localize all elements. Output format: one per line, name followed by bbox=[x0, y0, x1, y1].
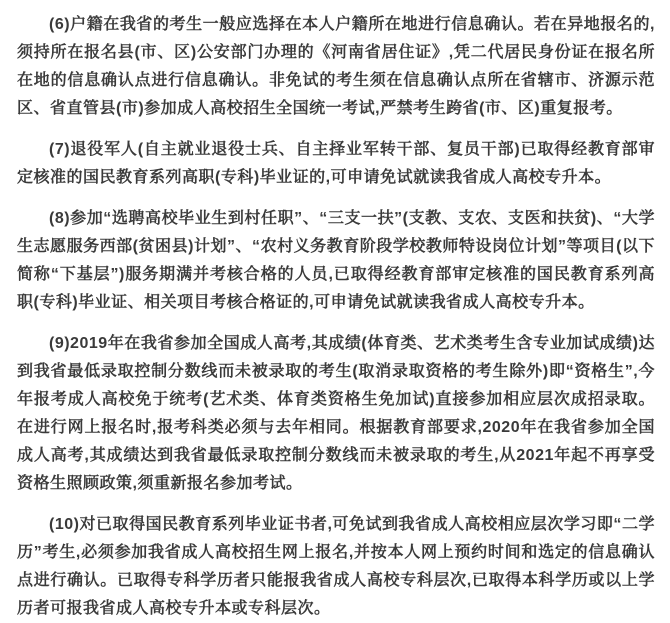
paragraph-item-9: (9)2019年在我省参加全国成人高考,其成绩(体育类、艺术类考生含专业加试成绩)达到我省最低录取控制分数线而未被录取的考生(取消录取资格的考生除外)即“资格生”,今年报考成人高校免于统考(艺术类、体育类资格生免加试)直接参加相应层次成招录取。在进行网上报名时,报考科类必须与去年相同。根据教育部要求,2020年在我省参加全国成人高考,其成绩达到我省最低录取控制分数线而未被录取的考生,从2021年起不再享受资格生照顾政策,须重新报名参加考试。 bbox=[17, 335, 655, 492]
paragraph-item-6: (6)户籍在我省的考生一般应选择在本人户籍所在地进行信息确认。若在异地报名的,须持所在报名县(市、区)公安部门办理的《河南省居住证》,凭二代居民身份证在报名所在地的信息确认点进行信息确认。非免试的考生须在信息确认点所在省辖市、济源示范区、省直管县(市)参加成人高校招生全国统一考试,严禁考生跨省(市、区)重复报考。 bbox=[17, 16, 655, 117]
paragraph-item-10: (10)对已取得国民教育系列毕业证书者,可免试到我省成人高校相应层次学习即“二学历”考生,必须参加我省成人高校招生网上报名,并按本人网上预约时间和选定的信息确认点进行确认。已取得专科学历者只能报我省成人高校专科层次,已取得本科学历或以上学历者可报我省成人高校专升本或专科层次。 bbox=[17, 516, 655, 617]
paragraph-item-7: (7)退役军人(自主就业退役士兵、自主择业军转干部、复员干部)已取得经教育部审定核准的国民教育系列高职(专科)毕业证的,可申请免试就读我省成人高校专升本。 bbox=[17, 141, 655, 186]
paragraph-item-8: (8)参加“选聘高校毕业生到村任职”、“三支一扶”(支教、支农、支医和扶贫)、“大学生志愿服务西部(贫困县)计划”、“农村义务教育阶段学校教师特设岗位计划”等项目(以下简称“下基层”)服务期满并考核合格的人员,已取得经教育部审定核准的国民教育系列高职(专科)毕业证、相关项目考核合格证的,可申请免试就读我省成人高校专升本。 bbox=[17, 210, 655, 311]
